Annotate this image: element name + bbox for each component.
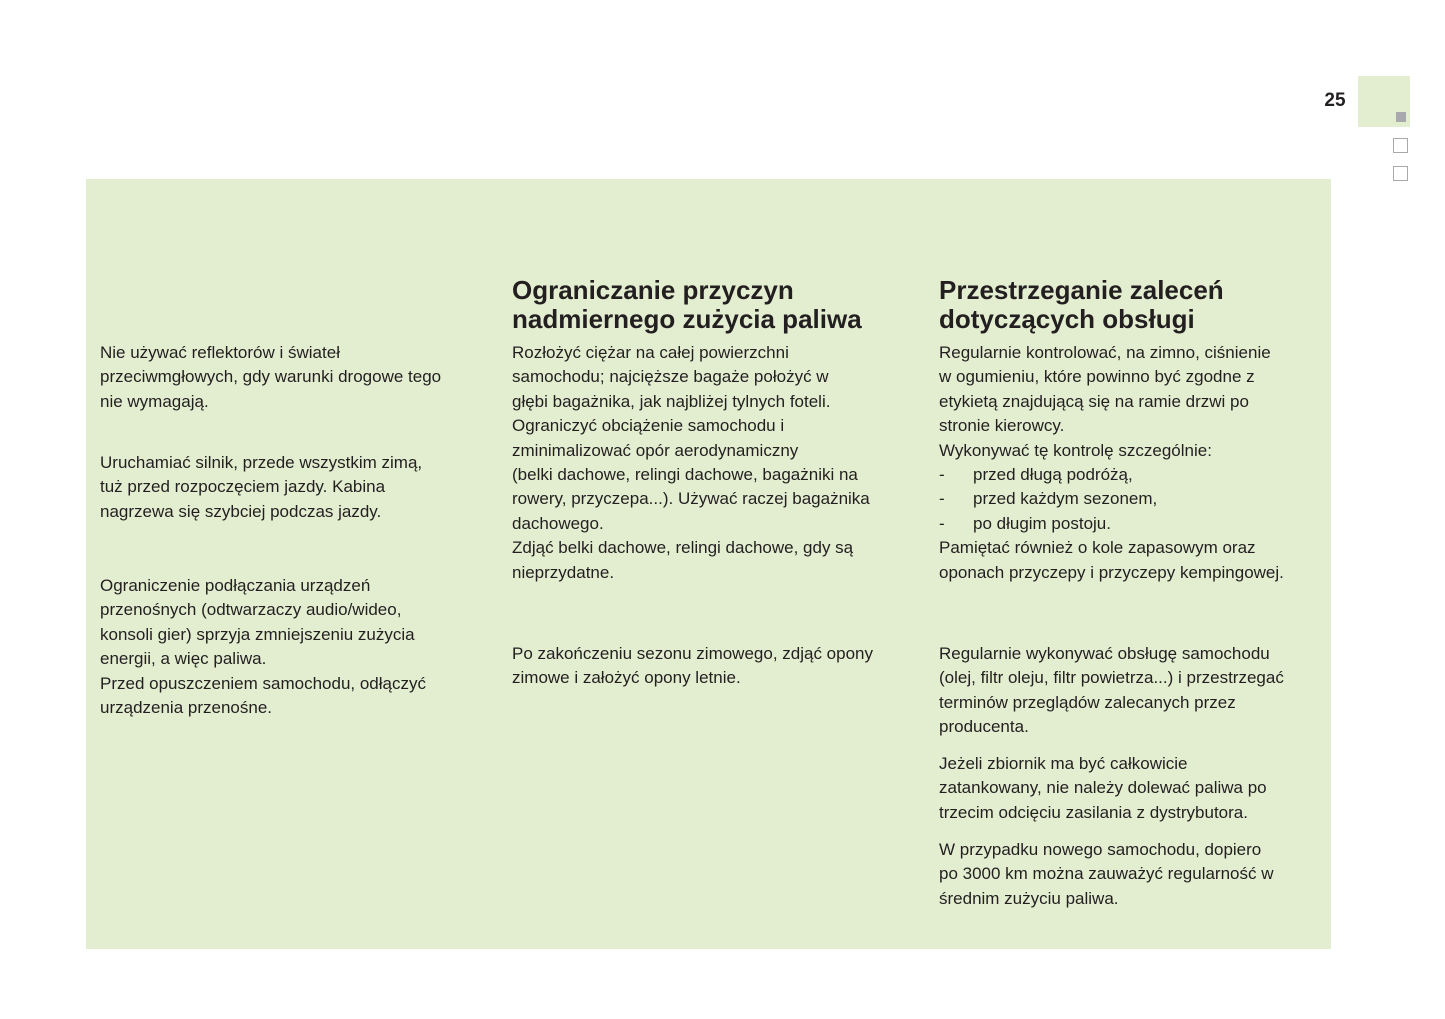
paragraph-tyre-pressure: Regularnie kontrolować, na zimno, ciśnienie w ogumieniu, które powinno być zgodne z etykietą znajdującą się na ramie drzwi po stronie kierowcy. Wykonywać tę kontrolę szczególnie: - przed długą podróżą, - przed każdym sezonem, - po długim postoju. Pamiętać również o kole zapasowym oraz oponach przyczepy i przyczepy kempingowej. [939,343,1284,582]
paragraph-service-schedule: Regularnie wykonywać obsługę samochodu (olej, filtr oleju, filtr powietrza...) i przestrzegać terminów przeglądów zalecanych przez producenta. [939,644,1284,737]
paragraph-engine-start: Uruchamiać silnik, przede wszystkim zimą, tuż przed rozpoczęciem jazdy. Kabina nagrzewa się szybciej podczas jazdy. [100,453,423,521]
paragraph-winter-tyres: Po zakończeniu sezonu zimowego, zdjąć opony zimowe i założyć opony letnie. [512,644,873,688]
paragraph-new-car: W przypadku nowego samochodu, dopiero po 3000 km można zauważyć regularność w średnim zużyciu paliwa. [939,840,1274,908]
section-heading-fuel-consumption: Ograniczanie przyczyn nadmiernego zużycia paliwa [512,275,862,334]
paragraph-load-distribution: Rozłożyć ciężar na całej powierzchni samochodu; najcięższe bagaże położyć w głębi bagażnika, jak najbliżej tylnych foteli. Ograniczyć obciążenie samochodu i zminimalizować opór aerodynamiczny (belki dachowe, relingi dachowe, bagażniki na rowery, przyczepa...). Używać raczej bagażnika dachowego. Zdjąć belki dachowe, relingi dachowe, gdy są nieprzydatne. [512,343,870,582]
chapter-marker-filled [1396,112,1406,122]
paragraph-portable-devices: Ograniczenie podłączania urządzeń przenośnych (odtwarzaczy audio/wideo, konsoli gier) sprzyja zmniejszeniu zużycia energii, a więc paliwa. Przed opuszczeniem samochodu, odłączyć urządzenia przenośne. [100,576,426,718]
list-item: - przed długą podróżą, [939,465,1133,485]
paragraph-refuelling: Jeżeli zbiornik ma być całkowicie zatankowany, nie należy dolewać paliwa po trzecim odcięciu zasilania z dystrybutora. [939,754,1267,822]
page-number: 25 [1324,90,1346,111]
list-item: - przed każdym sezonem, [939,489,1158,509]
list-item: - po długim postoju. [939,513,1111,533]
chapter-marker-empty-2 [1393,166,1408,181]
chapter-marker-empty-1 [1393,138,1408,153]
paragraph-headlights: Nie używać reflektorów i świateł przeciwmgłowych, gdy warunki drogowe tego nie wymagają. [100,343,442,411]
content-panel [86,179,1331,949]
section-heading-maintenance: Przestrzeganie zaleceń dotyczących obsługi [939,275,1224,334]
